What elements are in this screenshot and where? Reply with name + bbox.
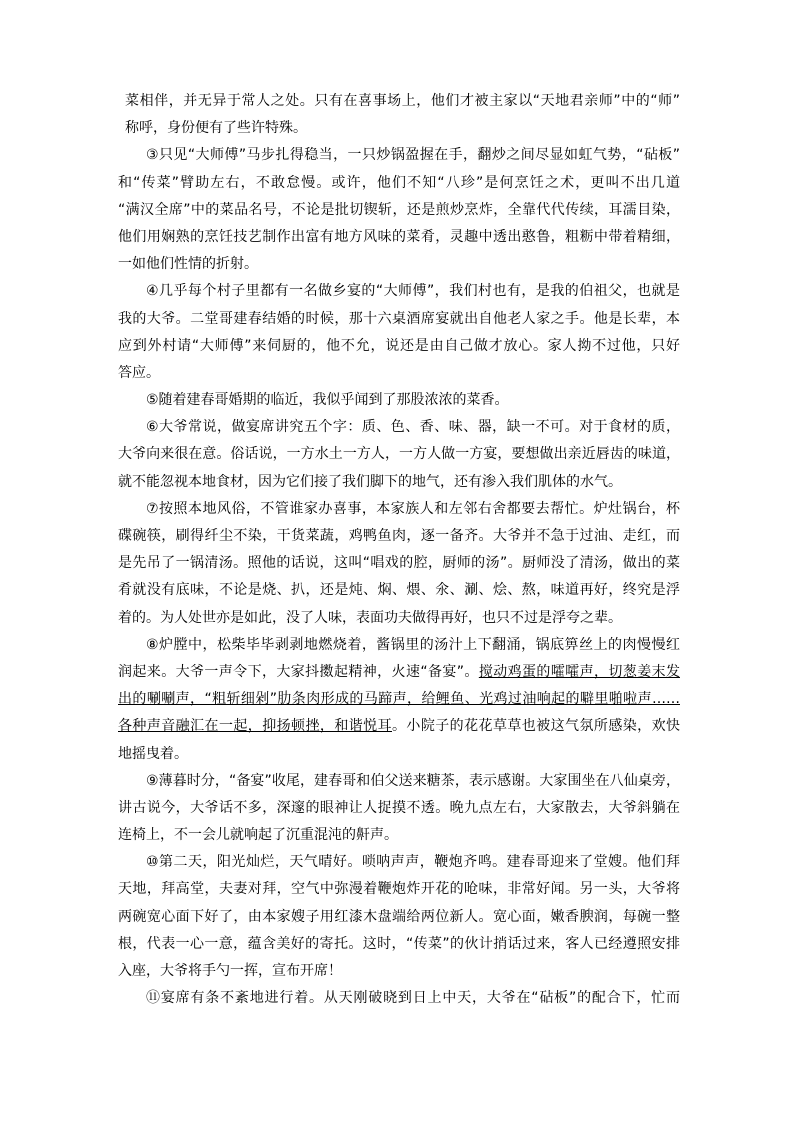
text-line [118,278,680,305]
text-line [118,632,680,659]
text-line [118,577,680,604]
text-segment: 润起来。大爷一声令下，大家抖擞起精神，火速“备宴”。 [118,663,479,680]
text-line [118,88,680,115]
text-line [118,414,680,441]
text-segment: 肴就没有底味，不论是烧、扒，还是炖、焖、煨、氽、涮、烩、熬，味道再好，终究是浮 [118,582,680,599]
text-line [118,523,680,550]
text-segment: 应到外村请“大师傅”来伺厨的，他不允，说还是由自己做才放心。家人拗不过他，只好 [118,337,680,354]
text-line [118,306,680,333]
text-segment: ⑥大爷常说，做宴席讲究五个字：质、色、香、味、器，缺一不可。对于食材的质， [146,419,680,436]
underlined-text: 搅动鸡蛋的嚯嚯声，切葱姜末发 [478,663,680,680]
text-segment: 称呼，身份便有了些许特殊。 [125,120,307,137]
text-segment: 答应。 [118,364,160,381]
text-segment: 和“传菜”臂助左右，不敢怠慢。或许，他们不知“八珍”是何烹饪之术，更叫不出几道 [118,174,680,191]
text-segment: 连椅上，不一会儿就响起了沉重混沌的鼾声。 [118,827,398,844]
paragraph-p4 [118,278,680,387]
text-line [118,224,680,251]
text-segment: 他们用娴熟的烹饪技艺制作出富有地方风味的菜肴，灵趣中透出憨鲁，粗粝中带着精细， [118,228,680,245]
text-line [118,659,680,686]
text-line [118,115,680,142]
text-line [118,550,680,577]
text-line [118,496,680,523]
text-segment: 地摇曳着。 [118,745,188,762]
text-segment: “满汉全席”中的菜品名号，不论是批切锲斩，还是煎炒烹炸，全靠代代传续，耳濡目染， [118,201,680,218]
text-segment: 碟碗筷，刷得纤尘不染，干货菜蔬，鸡鸭鱼肉，逐一备齐。大爷并不急于过油、走红，而 [118,528,680,544]
underlined-text: 各种声音融汇在一起，抑扬顿挫，和谐悦耳 [118,718,392,735]
text-segment: 两碗宽心面下好了，由本家嫂子用红漆木盘端给两位新人。宽心面，嫩香腴润，每碗一整 [118,908,680,925]
text-segment: 就不能忽视本地食材，因为它们接了我们脚下的地气，还有渗入我们肌体的水气。 [118,473,622,490]
text-line [118,605,680,632]
paragraph-p2-cont [118,88,680,142]
text-line [118,251,680,278]
document-body [118,88,680,1012]
text-line [118,931,680,958]
text-segment: 。小院子的花花草草也被这气氛所感染，欢快 [392,718,680,735]
text-line [118,360,680,387]
text-segment: 我的大爷。二堂哥建春结婚的时候，那十六桌酒席宴就出自他老人家之手。他是长辈，本 [118,310,680,327]
text-line [118,197,680,224]
text-line [118,985,680,1012]
text-line [118,904,680,931]
text-line [118,849,680,876]
text-line [118,686,680,713]
text-segment: ⑩第二天，阳光灿烂，天气晴好。唢呐声声，鞭炮齐鸣。建春哥迎来了堂嫂。他们拜 [146,854,680,871]
text-line [118,170,680,197]
text-line [118,876,680,903]
text-segment: 菜相伴，并无异于常人之处。只有在喜事场上，他们才被主家以“天地君亲师”中的“师” [125,93,680,109]
text-segment: 一如他们性情的折射。 [118,256,258,273]
text-segment: ⑦按照本地风俗，不管谁家办喜事，本家族人和左邻右舍都要去帮忙。炉灶锅台，杯 [146,500,680,517]
text-segment: ④几乎每个村子里都有一名做乡宴的“大师傅”，我们村也有，是我的伯祖父，也就是 [146,283,680,300]
text-segment: ⑤随着建春哥婚期的临近，我似乎闻到了那股浓浓的菜香。 [146,392,509,409]
paragraph-p5 [118,387,680,414]
text-segment: 讲古说今，大爷话不多，深邃的眼神让人捉摸不透。晚九点左右，大家散去，大爷斜躺在 [118,799,680,816]
paragraph-p6 [118,414,680,496]
text-line [118,958,680,985]
text-line [118,333,680,360]
text-segment: 着的。为人处世亦是如此，没了人味，表面功夫做得再好，也只不过是浮夸之辈。 [118,609,622,626]
text-segment: 天地，拜高堂，夫妻对拜，空气中弥漫着鞭炮炸开花的呛味，非常好闻。另一头，大爷将 [118,881,680,898]
text-line [118,822,680,849]
text-line [118,387,680,414]
paragraph-p10 [118,849,680,985]
text-line [118,713,680,740]
paragraph-p8 [118,632,680,768]
paragraph-p3 [118,142,680,278]
text-segment: ③只见“大师傅”马步扎得稳当，一只炒锅盈握在手，翻炒之间尽显如虹气势，“砧板” [146,147,680,164]
text-segment: 根，代表一心一意，蕴含美好的寄托。这时，“传菜”的伙计捎话过来，客人已经遵照安排 [118,935,680,952]
underlined-text: 出的唰唰声，“粗斩细剁”肋条肉形成的马蹄声，给鲤鱼、光鸡过油响起的噼里啪啦声…… [118,691,680,708]
text-line [118,741,680,768]
text-segment: 入座，大爷将手勺一挥，宣布开席！ [118,963,342,979]
text-line [118,469,680,496]
text-line [118,795,680,822]
text-segment: 是先吊了一锅清汤。照他的话说，这叫“唱戏的腔，厨师的汤”。厨师没了清汤，做出的菜 [118,555,680,572]
text-segment: ⑨薄暮时分，“备宴”收尾，建春哥和伯父送来糖茶，表示感谢。大家围坐在八仙桌旁， [146,772,680,789]
text-line [118,441,680,468]
text-line [118,142,680,169]
text-segment: 大爷向来很在意。俗话说，一方水土一方人，一方人做一方宴，要想做出亲近唇齿的味道， [118,446,680,463]
text-segment: ⑧炉膛中，松柴毕毕剥剥地燃烧着，酱锅里的汤汁上下翻涌，锅底箅丝上的肉慢慢红 [146,636,680,653]
text-segment: ⑪宴席有条不紊地进行着。从天刚破晓到日上中天，大爷在“砧板”的配合下，忙而 [146,990,680,1007]
paragraph-p7 [118,496,680,632]
paragraph-p11 [118,985,680,1012]
text-line [118,768,680,795]
paragraph-p9 [118,768,680,850]
